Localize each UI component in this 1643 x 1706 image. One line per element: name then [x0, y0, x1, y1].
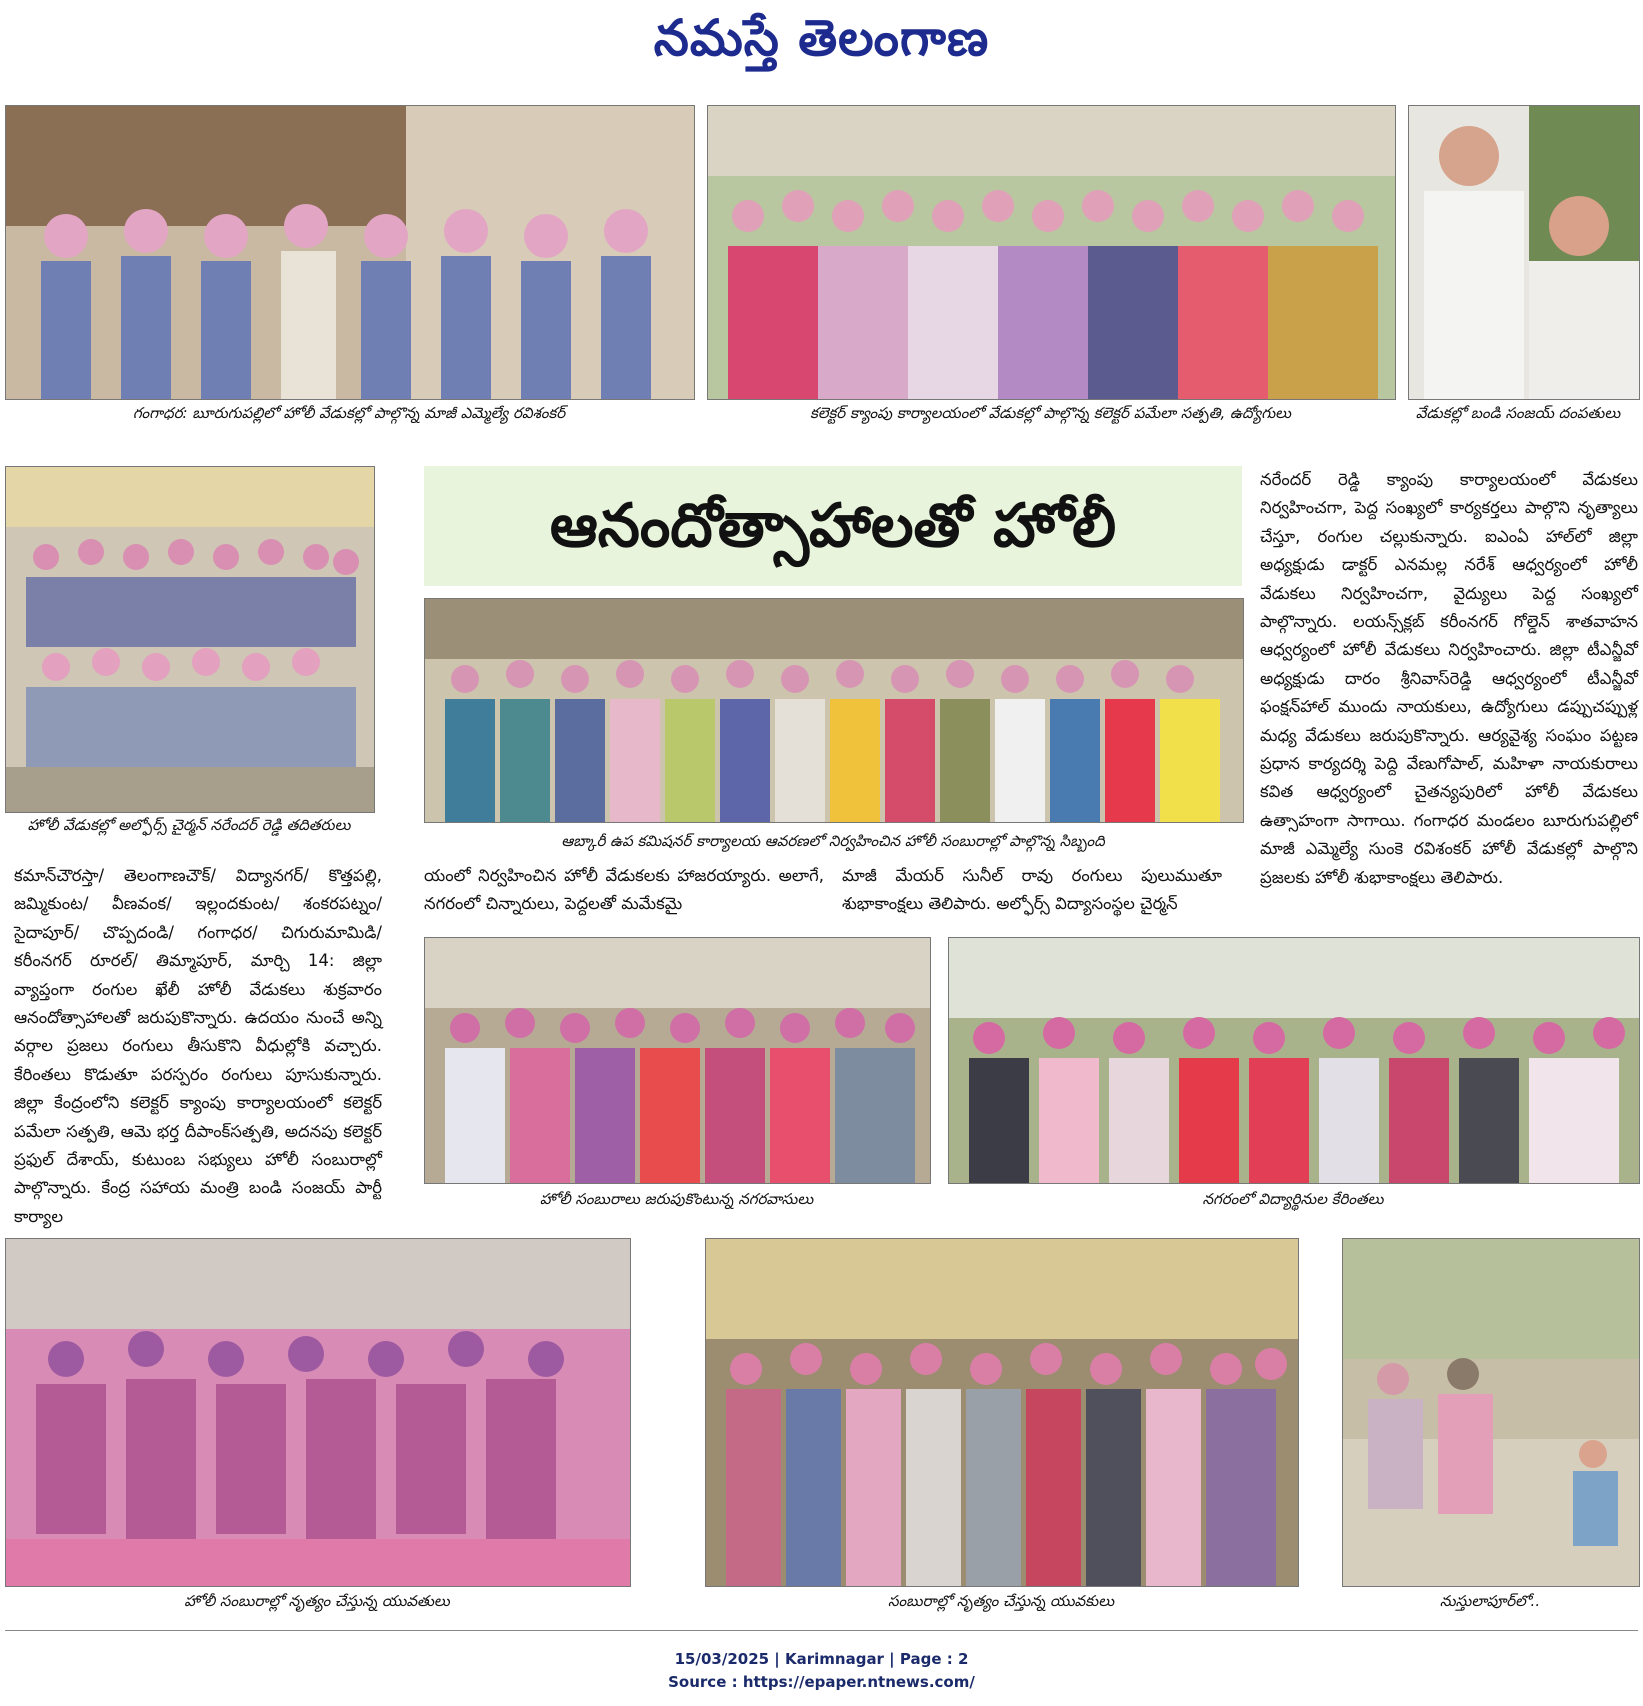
article-column-3: మాజీ మేయర్ సునీల్ రావు రంగులు పులుముతూ శుభాకాంక్షలు తెలిపారు. అల్ఫోర్స్ విద్యాసంస్థల చైర్మన్	[842, 866, 1222, 914]
caption-photo-10: నుస్తులాపూర్‌లో..	[1439, 1592, 1541, 1610]
article-column-4: నరేందర్ రెడ్డి క్యాంపు కార్యాలయంలో వేడుకలు నిర్వహించగా, పెద్ద సంఖ్యలో కార్యకర్తలు పాల్గొని నృత్యాలు చేస్తూ, రంగుల చల్లుకున్నారు. ఐఎంఏ హాల్‌లో జిల్లా అధ్యక్షుడు డాక్టర్ ఎనమల్ల నరేశ్ ఆధ్వర్యంలో హోలీ వేడుకలు నిర్వహించగా, వైద్యులు పెద్ద సంఖ్యలో పాల్గొన్నారు. లయన్స్‌క్లబ్ కరీంనగర్ గోల్డెన్ శాతవాహన ఆధ్వర్యంలో హోలీ వేడుకలు నిర్వహించారు. జిల్లా టీఎన్జీవో అధ్యక్షుడు దారం శ్రీనివాస్‌రెడ్డి ఆధ్వర్యంలో టీఎన్జీవో ఫంక్షన్‌హాల్ ముందు నాయకులు, ఉద్యోగులు డప్పుచప్పుళ్ల మధ్య వేడుకలు జరుపుకొన్నారు. ఆర్యవైశ్య సంఘం పట్టణ ప్రధాన కార్యదర్శి పెద్ది వేణుగోపాల్, మహిళా నాయకురాలు కవిత ఆధ్వర్యంలో చైతన్యపురిలో హోలీ వేడుకలు ఉత్సాహంగా సాగాయి. గంగాధర మండలం బూరుగుపల్లిలో మాజీ ఎమ్మెల్యే సుంకె రవిశంకర్ హోలీ వేడుకల్లో పాల్గొని ప్రజలకు హోలీ శుభాకాంక్షలు తెలిపారు.	[1260, 470, 1638, 887]
caption-photo-1: గంగాధర: బూరుగుపల్లిలో హోలీ వేడుకల్లో పాల్గొన్న మాజీ ఎమ్మెల్యే రవిశంకర్	[132, 404, 566, 422]
photo-nustulapur	[1342, 1238, 1640, 1587]
footer-source: Source : https://epaper.ntnews.com/	[668, 1673, 975, 1691]
caption-photo-8: హోలీ సంబురాల్లో నృత్యం చేస్తున్న యువతులు	[184, 1592, 450, 1610]
masthead-logo: నమస్తే తెలంగాణ	[653, 8, 990, 67]
photo-bandi-sanjay	[1408, 105, 1640, 400]
photo-gangadhara-holi	[5, 105, 695, 400]
caption-photo-6: హోలీ సంబురాలు జరుపుకొంటున్న నగరవాసులు	[539, 1190, 814, 1208]
caption-photo-4: హోలీ వేడుకల్లో అల్ఫోర్స్ చైర్మన్ నరేందర్ రెడ్డి తదితరులు	[27, 816, 351, 834]
article-column-2: యంలో నిర్వహించిన హోలీ వేడుకలకు హాజరయ్యారు. అలాగే, నగరంలో చిన్నారులు, పెద్దలతో మమేకమై	[424, 866, 824, 914]
photo-young-men-dancing	[705, 1238, 1299, 1587]
photo-students-cheering	[948, 937, 1640, 1184]
photo-city-residents	[424, 937, 931, 1184]
caption-photo-7: నగరంలో విద్యార్థినుల కేరింతలు	[1202, 1190, 1384, 1208]
headline: ఆనందోత్సాహాలతో హోలీ	[549, 491, 1117, 561]
photo-collector-camp-office	[707, 105, 1396, 400]
footer-dateline: 15/03/2025 | Karimnagar | Page : 2	[674, 1650, 969, 1668]
caption-photo-2: కలెక్టర్ క్యాంపు కార్యాలయంలో వేడుకల్లో పాల్గొన్న కలెక్టర్ పమేలా సత్పతి, ఉద్యోగులు	[810, 404, 1291, 422]
caption-photo-3: వేడుకల్లో బండి సంజయ్ దంపతులు	[1415, 404, 1621, 422]
photo-alphores-chairman	[5, 466, 375, 813]
article-column-1: కమాన్‌చౌరస్తా/ తెలంగాణచౌక్/ విద్యానగర్/ కొత్తపల్లి, జమ్మికుంట/ వీణవంక/ ఇల్లందకుంట/ శంకరపట్నం/ సైదాపూర్/ చొప్పదండి/ గంగాధర/ చిగురుమామిడి/ కరీంనగర్ రూరల్/ తిమ్మాపూర్, మార్చి 14: జిల్లా వ్యాప్తంగా రంగుల ఖేలీ హోలీ వేడుకలు శుక్రవారం ఆనందోత్సాహాలతో జరుపుకొన్నారు. ఉదయం నుంచే అన్ని వర్గాల ప్రజలు రంగులు తీసుకొని వీధుల్లోకి వచ్చారు. కేరింతలు కొడుతూ పరస్పరం రంగులు పూసుకున్నారు. జిల్లా కేంద్రంలోని కలెక్టర్ క్యాంపు కార్యాలయంలో కలెక్టర్ పమేలా సత్పతి, ఆమె భర్త దీపాంక్‌సత్పతి, అదనపు కలెక్టర్ ప్రఫుల్ దేశాయ్, కుటుంబ సభ్యులు హోలీ సంబురాల్లో పాల్గొన్నారు. కేంద్ర సహాయ మంత్రి బండి సంజయ్ పార్టీ కార్యాల	[14, 866, 382, 1226]
caption-photo-5: ఆబ్కారీ ఉప కమిషనర్ కార్యాలయ ఆవరణలో నిర్వహించిన హోలీ సంబురాల్లో పాల్గొన్న సిబ్బంది	[561, 832, 1105, 850]
caption-photo-9: సంబురాల్లో నృత్యం చేస్తున్న యువకులు	[887, 1592, 1115, 1610]
photo-excise-office	[424, 598, 1244, 823]
photo-young-women-dancing	[5, 1238, 631, 1587]
footer-divider	[5, 1630, 1638, 1631]
